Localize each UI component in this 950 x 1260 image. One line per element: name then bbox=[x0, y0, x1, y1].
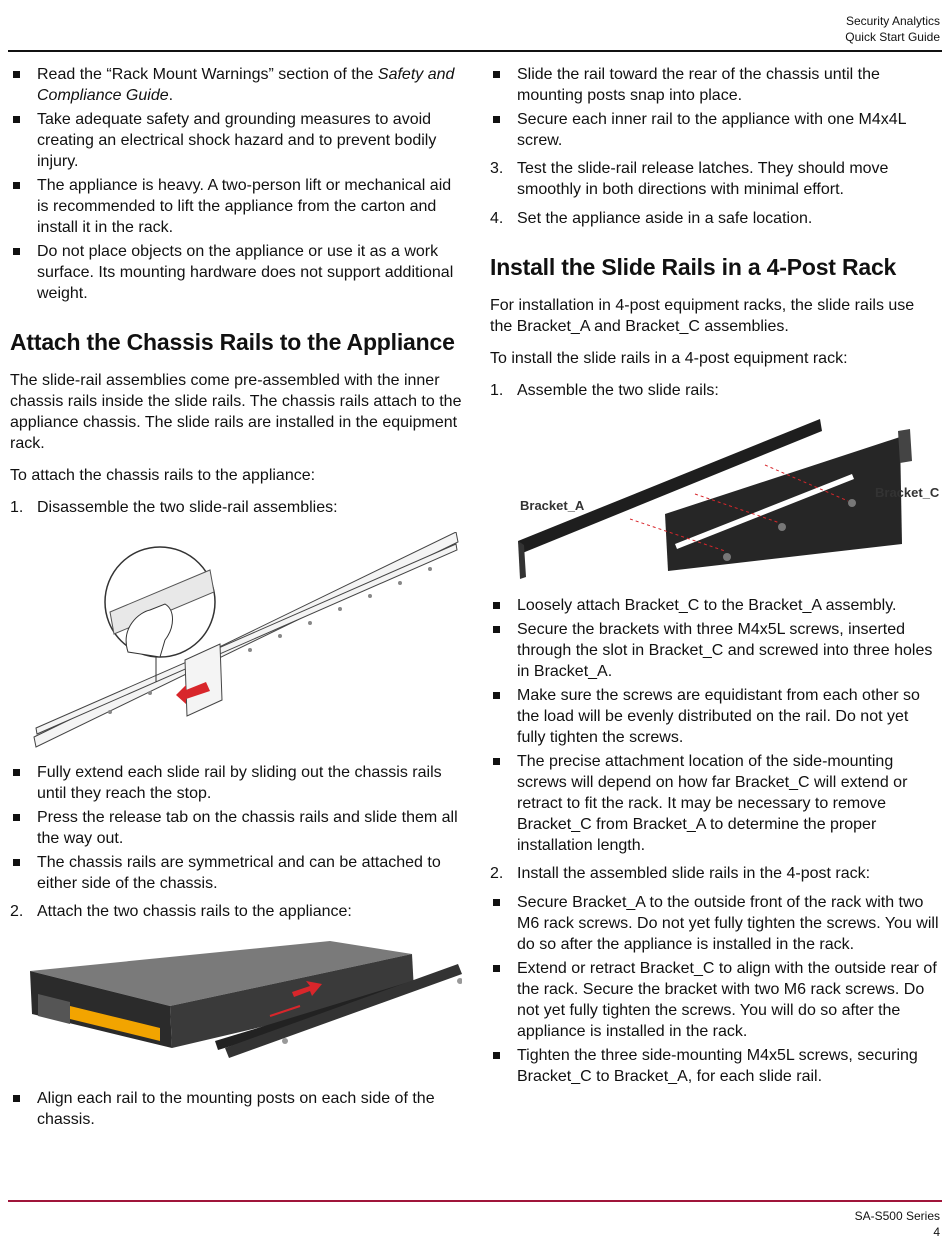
header-doc-title: Quick Start Guide bbox=[845, 30, 940, 44]
list-item: Take adequate safety and grounding measures to avoid creating an electrical shock hazard and to prevent bodily injury. bbox=[10, 109, 462, 172]
bullet-square-icon bbox=[493, 692, 500, 699]
left-column bbox=[10, 64, 462, 1133]
paragraph: For installation in 4-post equipment racks, the slide rails use the Bracket_A and Bracket_C assemblies. bbox=[490, 297, 915, 335]
bullet-square-icon bbox=[13, 859, 20, 866]
list-item: Extend or retract Bracket_C to align with the outside rear of the rack. Secure the bracket with two M6 rack screws. Do not yet fully tighten the screws. You will do so after the appliance is installed in the rack. bbox=[490, 958, 940, 1042]
bracket-c-label: Bracket_C bbox=[875, 485, 940, 500]
bullet-square-icon bbox=[13, 71, 20, 78]
right-column bbox=[490, 64, 940, 1090]
list-item: Tighten the three side-mounting M4x5L screws, securing Bracket_C to Bracket_A, for each slide rail. bbox=[490, 1045, 940, 1087]
bracket-assembly-figure bbox=[490, 419, 940, 589]
bracket-bullets bbox=[490, 595, 940, 856]
paragraph: To attach the chassis rails to the appliance: bbox=[10, 467, 316, 484]
rack-install-bullets bbox=[490, 892, 940, 1087]
alignment-bullets bbox=[10, 1088, 462, 1130]
step: 2. Install the assembled slide rails in the 4-post rack: bbox=[490, 865, 871, 882]
bullet-square-icon bbox=[493, 602, 500, 609]
step: 1. Disassemble the two slide-rail assemblies: bbox=[10, 499, 338, 516]
bullet-square-icon bbox=[13, 769, 20, 776]
bullet-square-icon bbox=[493, 116, 500, 123]
footer-rule bbox=[8, 1200, 942, 1202]
guide-title: Safety and Compliance Guide bbox=[37, 66, 455, 104]
bullet-square-icon bbox=[493, 626, 500, 633]
list-item: Secure each inner rail to the appliance with one M4x4L screw. bbox=[490, 109, 940, 151]
page-footer bbox=[855, 1208, 940, 1240]
bullet-square-icon bbox=[493, 71, 500, 78]
list-item: Secure the brackets with three M4x5L screws, inserted through the slot in Bracket_C and screwed into three holes in Bracket_A. bbox=[490, 619, 940, 682]
header-product: Security Analytics bbox=[845, 14, 940, 28]
list-item: Align each rail to the mounting posts on each side of the chassis. bbox=[10, 1088, 462, 1130]
slide-rail-illustration bbox=[10, 532, 462, 754]
list-item: Fully extend each slide rail by sliding out the chassis rails until they reach the stop. bbox=[10, 762, 462, 804]
paragraph: To install the slide rails in a 4-post equipment rack: bbox=[490, 350, 848, 367]
section-heading: Install the Slide Rails in a 4-Post Rack bbox=[490, 254, 897, 280]
slide-rail-disassembly-figure bbox=[10, 532, 462, 754]
list-item: The chassis rails are symmetrical and can be attached to either side of the chassis. bbox=[10, 852, 462, 894]
step: 2. Attach the two chassis rails to the appliance: bbox=[10, 903, 352, 920]
bullet-square-icon bbox=[13, 1095, 20, 1102]
appliance-chassis-rails-figure bbox=[10, 936, 462, 1084]
page-number: 4 bbox=[933, 1225, 940, 1239]
list-item: The precise attachment location of the side-mounting screws will depend on how far Bracket_C will extend or retract to fit the rack. It may be necessary to remove Bracket_C from Bracket_A to determine the proper installation length. bbox=[490, 751, 940, 856]
list-item: Loosely attach Bracket_C to the Bracket_A assembly. bbox=[490, 595, 940, 616]
bullet-square-icon bbox=[493, 758, 500, 765]
list-item: Slide the rail toward the rear of the chassis until the mounting posts snap into place. bbox=[490, 64, 940, 106]
section-heading: Attach the Chassis Rails to the Appliance bbox=[10, 329, 455, 355]
list-item: Read the “Rack Mount Warnings” section of the Safety and Compliance Guide. bbox=[10, 64, 462, 106]
bracket-illustration bbox=[490, 419, 940, 589]
bullet-square-icon bbox=[13, 182, 20, 189]
bullet-square-icon bbox=[493, 965, 500, 972]
bracket-a-label: Bracket_A bbox=[520, 498, 585, 513]
list-item: Secure Bracket_A to the outside front of the rack with two M6 rack screws. Do not yet fully tighten the screws. You will do so after the appliance is installed in the rack. bbox=[490, 892, 940, 955]
header-rule bbox=[8, 50, 942, 52]
list-item: Make sure the screws are equidistant from each other so the load will be evenly distributed on the rail. Do not yet fully tighten the screws. bbox=[490, 685, 940, 748]
rail-bullets bbox=[490, 64, 940, 151]
step: 4. Set the appliance aside in a safe location. bbox=[490, 210, 813, 227]
bullet-square-icon bbox=[13, 116, 20, 123]
footer-series: SA-S500 Series bbox=[854, 1209, 940, 1223]
page-header bbox=[845, 13, 940, 45]
list-item: Press the release tab on the chassis rails and slide them all the way out. bbox=[10, 807, 462, 849]
bullet-square-icon bbox=[13, 248, 20, 255]
disassembly-bullets bbox=[10, 762, 462, 894]
step: 3. Test the slide-rail release latches. They should move smoothly in both directions with minimal effort. bbox=[490, 160, 889, 198]
appliance-illustration bbox=[10, 936, 462, 1084]
step: 1. Assemble the two slide rails: bbox=[490, 382, 719, 399]
paragraph: The slide-rail assemblies come pre-assembled with the inner chassis rails inside the slide rails. The chassis rails attach to the appliance chassis. The slide rails are installed in the equipment rack. bbox=[10, 372, 462, 452]
safety-bullets bbox=[10, 64, 462, 304]
bullet-square-icon bbox=[13, 814, 20, 821]
list-item: Do not place objects on the appliance or use it as a work surface. Its mounting hardware does not support additional weight. bbox=[10, 241, 462, 304]
list-item: The appliance is heavy. A two-person lift or mechanical aid is recommended to lift the appliance from the carton and install it in the rack. bbox=[10, 175, 462, 238]
bullet-square-icon bbox=[493, 1052, 500, 1059]
bullet-square-icon bbox=[493, 899, 500, 906]
